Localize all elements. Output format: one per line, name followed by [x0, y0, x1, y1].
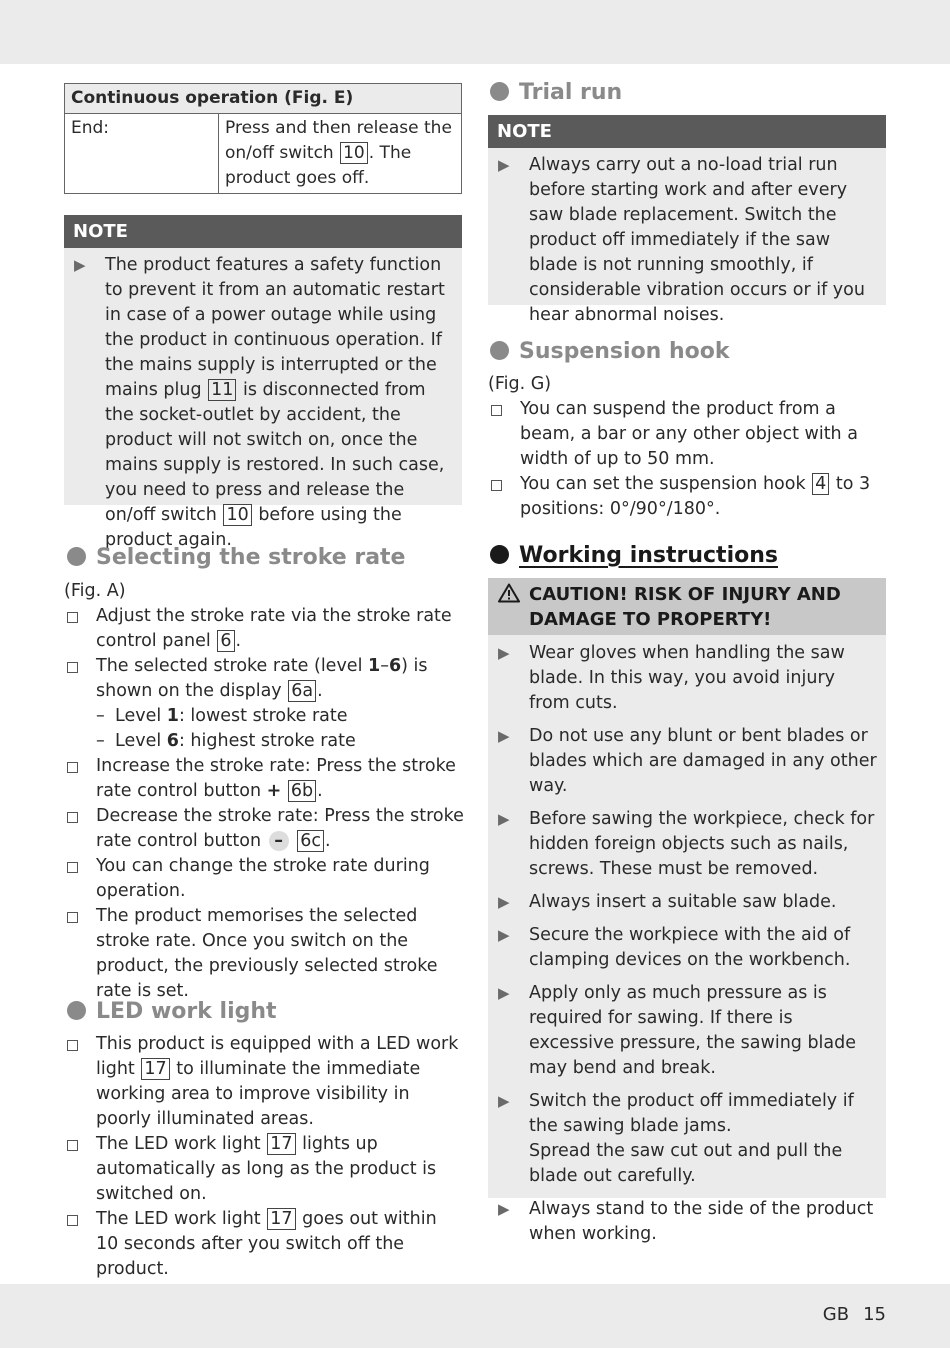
list-item: ▶ Always stand to the side of the product when working. [488, 1197, 880, 1247]
checkbox-square-icon [491, 480, 502, 491]
table-row [65, 114, 462, 194]
ref-number: 4 [812, 473, 829, 495]
bullet-dot-icon [67, 547, 86, 566]
checkbox-square-icon [67, 1140, 78, 1151]
list-item: This product is equipped with a LED work light 17 to illuminate the immediate working area to improve visibility in poorly illuminated areas. [64, 1032, 464, 1132]
fig-reference: (Fig. G) [488, 374, 552, 394]
list-item: ▶ Do not use any blunt or bent blades or blades which are damaged in any other way. [488, 724, 880, 799]
note-title: NOTE [64, 215, 462, 248]
checkbox-square-icon [67, 912, 78, 923]
list-item: Adjust the stroke rate via the stroke rate control panel 6 . [64, 604, 464, 654]
suspension-section [488, 372, 888, 522]
table-cell-label: End: [65, 114, 219, 194]
warning-triangle-icon [498, 583, 520, 603]
note-title: NOTE [488, 115, 886, 148]
ref-number: 17 [267, 1208, 295, 1230]
list-item: ▶ Before sawing the workpiece, check for hidden foreign objects such as nails, screws. These must be removed. [488, 807, 880, 882]
list-item: The LED work light 17 lights up automatically as long as the product is switched on. [64, 1132, 464, 1207]
footer-band [0, 1284, 950, 1348]
checkbox-square-icon [67, 762, 78, 773]
section-heading-stroke-rate: Selecting the stroke rate [67, 543, 405, 573]
bullet-dot-icon [490, 82, 509, 101]
list-item: Decrease the stroke rate: Press the stroke rate control button – 6c . [64, 804, 464, 854]
checkbox-square-icon [491, 405, 502, 416]
list-item: The LED work light 17 goes out within 10 seconds after you switch off the product. [64, 1207, 464, 1282]
section-heading-trial-run: Trial run [490, 78, 622, 108]
ref-number: 6c [297, 830, 324, 852]
checkbox-square-icon [67, 612, 78, 623]
ref-number: 6b [288, 780, 316, 802]
checkbox-square-icon [67, 1040, 78, 1051]
section-heading-working-instructions: Working instructions [490, 541, 778, 571]
ref-number: 17 [141, 1058, 169, 1080]
caution-box [488, 578, 886, 1244]
note-box-safety [64, 215, 462, 550]
checkbox-square-icon [67, 862, 78, 873]
list-item: ▶ Switch the product off immediately if the sawing blade jams. [488, 1089, 880, 1139]
ref-number: 10 [340, 142, 368, 164]
continuous-operation-table [64, 83, 462, 194]
list-item: You can suspend the product from a beam, a bar or any other object with a width of up to 50 mm. [488, 397, 888, 472]
list-item: The selected stroke rate (level 1–6) is shown on the display 6a . [64, 654, 464, 704]
bullet-dot-icon [490, 545, 509, 564]
stroke-rate-section [64, 579, 464, 1004]
list-item: Increase the stroke rate: Press the stroke rate control button + 6b . [64, 754, 464, 804]
plus-icon: + [266, 781, 282, 801]
list-item: ▶ Always insert a suitable saw blade. [488, 890, 880, 915]
ref-number: 11 [208, 379, 236, 401]
list-item: ▶ Wear gloves when handling the saw blade. In this way, you avoid injury from cuts. [488, 641, 880, 716]
section-heading-suspension-hook: Suspension hook [490, 337, 730, 367]
list-item: You can set the suspension hook 4 to 3 positions: 0°/90°/180°. [488, 472, 888, 522]
checkbox-square-icon [67, 662, 78, 673]
note-text: ▶ Always carry out a no-load trial run before starting work and after every saw blade replacement. Switch the product off immediately if the saw blade is not running smoothly, if considerable vibration occurs or if you hear abnormal noises. [488, 148, 886, 334]
header-band [0, 0, 950, 64]
section-heading-led: LED work light [67, 997, 277, 1027]
ref-number: 17 [267, 1133, 295, 1155]
ref-number: 6a [288, 680, 316, 702]
note-box-trial [488, 115, 886, 325]
checkbox-square-icon [67, 812, 78, 823]
language-code: GB [822, 1304, 850, 1325]
led-section [64, 1032, 464, 1282]
list-item: ▶ Apply only as much pressure as is required for sawing. If there is excessive pressure, the sawing blade may bend and break. [488, 981, 880, 1081]
ref-number: 10 [223, 504, 251, 526]
caution-title: CAUTION! RISK OF INJURY AND DAMAGE TO PROPERTY! [488, 578, 886, 635]
list-item: You can change the stroke rate during operation. [64, 854, 464, 904]
caution-list [488, 635, 886, 1247]
table-cell-text: Press and then release the on/off switch 10 . The product goes off. [219, 114, 462, 194]
sub-item: – Level 6: highest stroke rate [96, 731, 356, 751]
page-number: 15 [863, 1304, 886, 1325]
minus-icon: – [269, 831, 289, 851]
list-item: ▶ Secure the workpiece with the aid of clamping devices on the workbench. [488, 923, 880, 973]
bullet-dot-icon [67, 1001, 86, 1020]
sub-item: – Level 1: lowest stroke rate [96, 706, 348, 726]
table-header: Continuous operation (Fig. E) [65, 84, 462, 114]
list-item-continuation: Spread the saw cut out and pull the blade out carefully. [529, 1141, 843, 1186]
page-footer [809, 1304, 886, 1325]
bullet-dot-icon [490, 341, 509, 360]
ref-number: 6 [217, 630, 234, 652]
fig-reference: (Fig. A) [64, 581, 126, 601]
note-text: ▶ The product features a safety function to prevent it from an automatic restart in case of a power outage while using the product in continuous operation. If the mains supply is interrupted or the mains plug 11 is disconnected from the socket-outlet by accident, the product will not switch on, once the mains supply is restored. In such case, you need to press and release the on/off switch 10 before using the product again. [64, 248, 462, 559]
list-item: The product memorises the selected stroke rate. Once you switch on the product, the previously selected stroke rate is set. [64, 904, 464, 1004]
checkbox-square-icon [67, 1215, 78, 1226]
